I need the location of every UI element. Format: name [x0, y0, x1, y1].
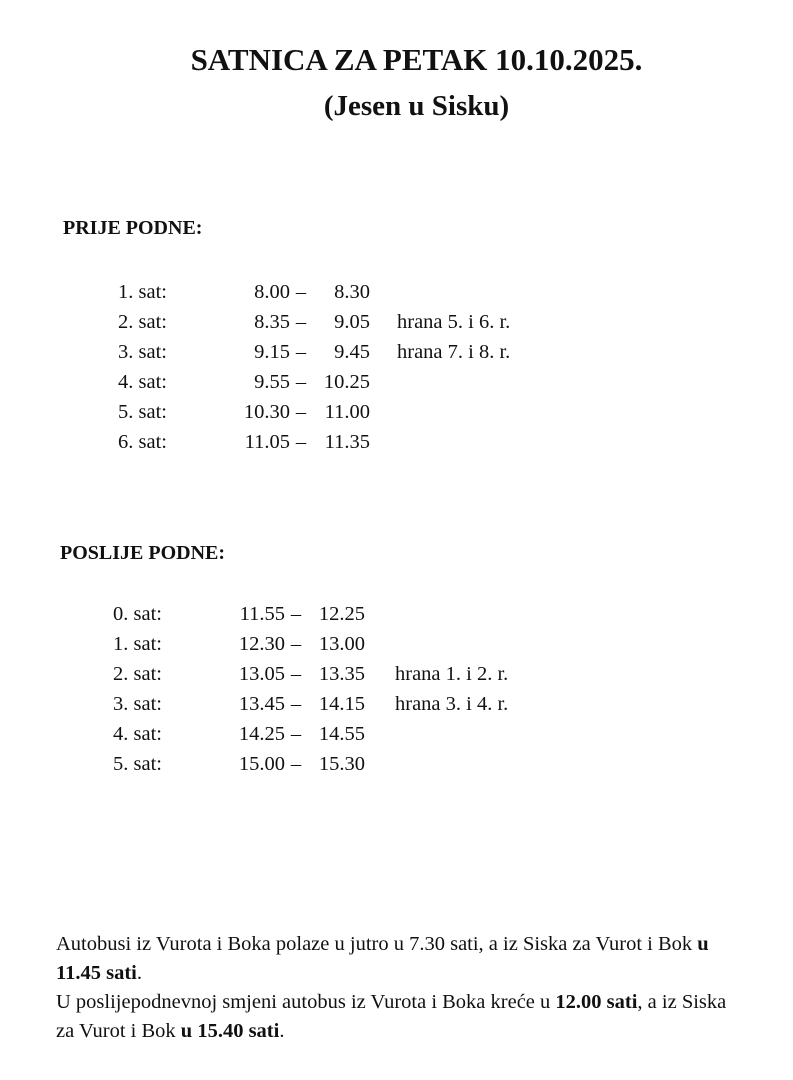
dash: –: [295, 401, 307, 423]
morning-heading: PRIJE PODNE:: [63, 217, 203, 239]
meal-note: hrana 1. i 2. r.: [395, 663, 509, 685]
period-label: 3. sat:: [118, 341, 167, 363]
dash: –: [295, 371, 307, 393]
start-time: 13.45: [238, 693, 285, 715]
start-time: 15.00: [238, 753, 285, 775]
period-label: 3. sat:: [113, 693, 162, 715]
bus-info: [56, 930, 746, 1046]
start-time: 11.55: [239, 603, 285, 625]
end-time: 9.05: [334, 311, 370, 333]
page-subtitle: (Jesen u Sisku): [323, 90, 510, 122]
dash: –: [290, 633, 302, 655]
period-label: 1. sat:: [118, 281, 167, 303]
start-time: 9.15: [254, 341, 290, 363]
bus-info-text: .: [279, 1020, 285, 1042]
period-label: 6. sat:: [118, 431, 167, 453]
start-time: 9.55: [254, 371, 290, 393]
end-time: 9.45: [334, 341, 370, 363]
end-time: 14.15: [318, 693, 365, 715]
bus-info-text: U poslijepodnevnoj smjeni autobus iz Vurota i Boka kreće u: [56, 991, 556, 1013]
start-time: 8.00: [254, 281, 290, 303]
period-label: 5. sat:: [118, 401, 167, 423]
dash: –: [290, 663, 302, 685]
period-label: 1. sat:: [113, 633, 162, 655]
bus-info-text: , a iz Siska za Vurot i Bok: [56, 991, 727, 1042]
period-label: 4. sat:: [118, 371, 167, 393]
start-time: 11.05: [244, 431, 290, 453]
start-time: 10.30: [243, 401, 290, 423]
end-time: 11.00: [324, 401, 370, 423]
start-time: 12.30: [238, 633, 285, 655]
page-title: SATNICA ZA PETAK 10.10.2025.: [190, 42, 643, 77]
start-time: 13.05: [238, 663, 285, 685]
dash: –: [295, 281, 307, 303]
end-time: 13.35: [318, 663, 365, 685]
dash: –: [295, 341, 307, 363]
bus-info-afternoon: [56, 988, 746, 1046]
dash: –: [295, 431, 307, 453]
end-time: 8.30: [334, 281, 370, 303]
start-time: 14.25: [238, 723, 285, 745]
dash: –: [290, 753, 302, 775]
period-label: 2. sat:: [118, 311, 167, 333]
document-header: [0, 40, 793, 126]
dash: –: [290, 693, 302, 715]
bus-departure-time: u 11.45 sati: [56, 933, 709, 984]
bus-info-text: .: [136, 962, 142, 984]
bus-info-morning: [56, 930, 746, 988]
end-time: 10.25: [323, 371, 370, 393]
dash: –: [290, 603, 302, 625]
period-label: 2. sat:: [113, 663, 162, 685]
end-time: 12.25: [318, 603, 365, 625]
period-label: 4. sat:: [113, 723, 162, 745]
afternoon-heading: POSLIJE PODNE:: [60, 542, 226, 564]
bus-departure-time: 12.00 sati: [555, 991, 638, 1013]
meal-note: hrana 7. i 8. r.: [397, 341, 511, 363]
end-time: 15.30: [318, 753, 365, 775]
start-time: 8.35: [254, 311, 290, 333]
meal-note: hrana 3. i 4. r.: [395, 693, 509, 715]
end-time: 13.00: [318, 633, 365, 655]
bus-departure-time: u 15.40 sati: [180, 1020, 280, 1042]
period-label: 0. sat:: [113, 603, 162, 625]
dash: –: [290, 723, 302, 745]
dash: –: [295, 311, 307, 333]
end-time: 14.55: [318, 723, 365, 745]
meal-note: hrana 5. i 6. r.: [397, 311, 511, 333]
period-label: 5. sat:: [113, 753, 162, 775]
bus-info-text: Autobusi iz Vurota i Boka polaze u jutro u 7.30 sati, a iz Siska za Vurot i Bok: [56, 933, 698, 955]
end-time: 11.35: [324, 431, 370, 453]
